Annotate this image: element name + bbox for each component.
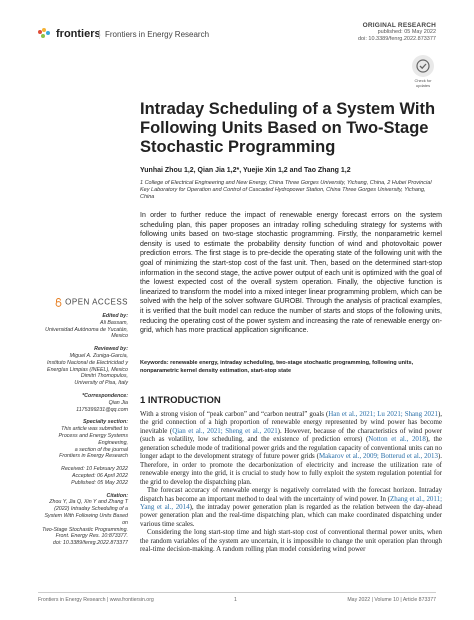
journal-name: Frontiers in Energy Research xyxy=(99,30,209,39)
citation-label: Citation: xyxy=(106,492,128,499)
logo-text: frontiers xyxy=(56,28,101,40)
intro-paragraph: The forecast accuracy of renewable energy is negatively correlated with the forecast horizon. Intraday dispatch has become an important method to deal with the uncertainty of wind power. In (Zhang et al., 2011; Yang et al., 2014), the intraday power generation plan is regarded as the relation between the day-ahead power generation plan and the real-time dispatching plan, which can make coordinated dispatching under various time scales. xyxy=(140,486,442,528)
reviewer-line: Miguel A. Zuniga-Garcia, xyxy=(69,352,128,359)
open-access-lock-icon xyxy=(55,298,62,307)
reviewer-line: Energías Limpias (INEEL), Mexico xyxy=(47,366,128,373)
citation-link[interactable]: Zhang et al., 2011; Yang et al., 2014 xyxy=(140,494,442,511)
keywords xyxy=(140,360,442,375)
affiliations: 1 College of Electrical Engineering and New Energy, China Three Gorges University, Yichang, China, 2 Hubei Provincial Key Laboratory for Operation and Control of Cascaded Hydropower Station, China Three Gorges University, Yichang, China xyxy=(140,180,432,200)
editor-line: Ali Bassam, xyxy=(100,319,128,326)
check-for-updates-button[interactable] xyxy=(412,55,434,77)
editor-line: Mexico xyxy=(111,333,128,340)
check-updates-label: Check for updates xyxy=(414,78,432,88)
citation-line: System With Following Units Based on xyxy=(44,512,128,526)
citation-line: Two-Stage Stochastic Programming. xyxy=(42,526,128,533)
accepted-date: Accepted: 06 April 2022 xyxy=(71,472,128,479)
citation-link[interactable]: Notton et al., 2018 xyxy=(368,435,426,444)
specialty-label: Specialty section: xyxy=(82,419,128,426)
reviewer-line: University of Pisa, Italy xyxy=(74,380,128,387)
editor-line: Universidad Autónoma de Yucatán, xyxy=(45,326,128,333)
abstract: In order to further reduce the impact of renewable energy forecast errors on the system scheduling plan, this paper proposes an intraday rolling scheduling strategy for systems with following units based on two-stage stochastic programming. Firstly, the nonparametric kernel density is used to estimate the probability density function of wind and photovoltaic power prediction errors. The first stage is to pre-decide the operating state of the following unit with the goal of minimizing the start-stop cost of the fast unit. Then, based on the determined start-stop information in the second stage, the active power output of each unit is optimized with the goal of the lowest expected cost of the overall system operation. Finally, the objective function is linearized to transform the model into a mixed integer linear programming problem, which can be solved with the help of the solver software GUROBI. Through the analysis of practical examples, it is verified that the built model can reduce the number of starts and stops of the following units, reducing the operating cost of the power system and increasing the rate of renewable energy on-grid, which has more practical application significance. xyxy=(140,212,442,335)
page-number: 1 xyxy=(234,597,237,603)
article-type: ORIGINAL RESEARCH xyxy=(362,22,436,29)
footer-volume: May 2022 | Volume 10 | Article 873377 xyxy=(347,597,436,603)
citation-line: (2022) Intraday Scheduling of a xyxy=(54,506,128,513)
frontiers-logo-icon xyxy=(38,28,52,40)
section-heading-introduction: 1 INTRODUCTION xyxy=(140,395,221,406)
intro-paragraph: With a strong vision of “peak carbon” and “carbon neutral” goals (Han et al., 2021; Lu 2021; Shang 2021), the grid connection of a high proportion of renewable energy represented by wind power has become inevitable (Qian et al., 2021; Sheng et al., 2021). However, because of the characteristics of wind power (such as volatility, low scheduling, and the existence of prediction errors) (Notton et al., 2018), the generation schedule mode of traditional power grids and the regulation capacity of conventional units can no longer adapt to the development strategy of future power grids (Makarov et al., 2009; Botterud et al., 2013). Therefore, in order to promote the decarbonization of electricity and increase the utilization rate of renewable energy into the grid, it is crucial to study how to fully exploit the system regulation potential for the grid to develop the dispatching plan. xyxy=(140,410,443,486)
correspondence-name: Qian Jia xyxy=(108,399,128,406)
reviewer-line: Instituto Nacional de Electricidad y xyxy=(47,359,128,366)
received-date: Received: 10 February 2022 xyxy=(61,466,128,473)
keywords-label: Keywords: xyxy=(140,360,169,366)
footer-divider xyxy=(38,592,436,593)
specialty-line: This article was submitted to xyxy=(61,426,128,433)
specialty-line: a section of the journal xyxy=(74,446,128,453)
specialty-line: Frontiers in Energy Research xyxy=(59,453,128,460)
citation-link[interactable]: Han et al., 2021; Lu 2021; Shang 2021 xyxy=(328,410,438,418)
sidebar xyxy=(38,298,128,547)
published-date: published: 05 May 2022 xyxy=(377,29,436,35)
edited-by-label: Edited by: xyxy=(102,313,128,319)
citation-link[interactable]: Makarov et al., 2009; Botterud et al., 2013 xyxy=(318,452,438,461)
citation-doi[interactable]: doi: 10.3389/fenrg.2022.873377 xyxy=(52,540,128,547)
footer-journal-link[interactable]: Frontiers in Energy Research | www.frontiersin.org xyxy=(38,597,154,603)
reviewer-line: Dimitri Thomopulos, xyxy=(80,373,128,380)
specialty-line: Engineering, xyxy=(98,439,128,446)
frontiers-logo[interactable] xyxy=(38,28,101,40)
article-meta xyxy=(358,22,436,43)
correspondence-email[interactable]: 1175399231@qq.com xyxy=(76,406,128,413)
open-access[interactable]: OPEN ACCESS xyxy=(38,298,128,307)
intro-paragraph: Considering the long start-stop time and high start-stop cost of conventional thermal power units, when the random variables of the system are uncertain, it is impossible to change the unit operation plan through real-time decision-making. A random rolling plan model considering wind power xyxy=(140,528,442,554)
reviewed-by-label: Reviewed by: xyxy=(94,346,128,353)
citation-line: Front. Energy Res. 10:873377. xyxy=(55,533,128,540)
published-date-sidebar: Published: 05 May 2022 xyxy=(71,479,128,486)
check-updates-icon xyxy=(416,59,430,73)
doi: doi: 10.3389/fenrg.2022.873377 xyxy=(358,36,436,42)
article-authors: Yunhai Zhou 1,2, Qian Jia 1,2*, Yuejie Xin 1,2 and Tao Zhang 1,2 xyxy=(140,167,351,174)
article-title: Intraday Scheduling of a System With Following Units Based on Two-Stage Stochastic Programming xyxy=(140,100,436,156)
specialty-line: Process and Energy Systems xyxy=(58,432,128,439)
keywords-list: renewable energy, intraday scheduling, two-stage stochastic programming, following units, nonparametric kernel density estimation, start-stop state xyxy=(140,360,414,374)
citation-link[interactable]: Qian et al., 2021; Sheng et al., 2021 xyxy=(172,426,278,435)
citation-line: Zhou Y, Jia Q, Xin Y and Zhang T xyxy=(49,499,128,506)
introduction-body xyxy=(140,410,442,554)
correspondence-label: *Correspondence: xyxy=(82,392,128,399)
